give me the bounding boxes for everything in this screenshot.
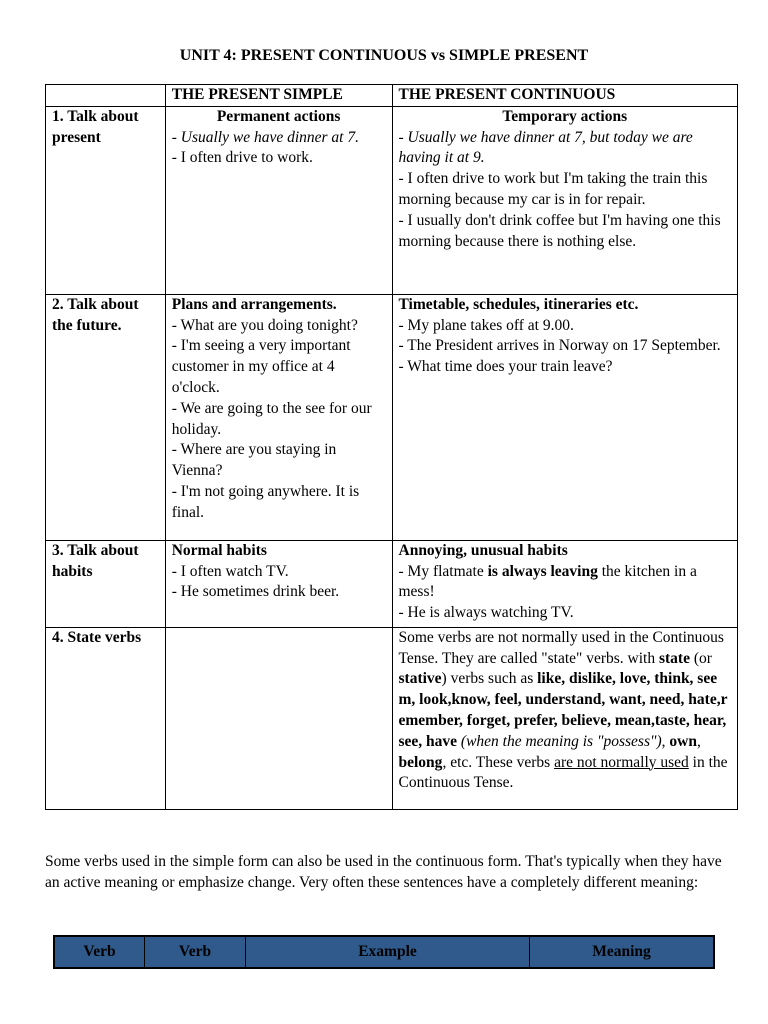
term-belong: belong [398,753,443,771]
table-row [46,294,738,540]
example-line: - I often watch TV. [171,562,289,580]
cell-heading: Permanent actions [216,107,341,125]
explanation-text: (or [689,649,712,667]
cell-heading: Plans and arrangements. [171,295,337,313]
cell-simple-future [165,294,392,540]
table-header-row [46,85,738,107]
term-stative: stative [398,670,442,688]
state-verb-list: like, dislike, love, think, seem, look,know, feel, understand, want, need, hate,remember, forget, prefer, believe, mean,taste, hear, see, have [398,670,728,750]
header-meaning: Meaning [529,937,713,967]
verb-meaning-table [53,935,715,969]
note-paragraph: Some verbs used in the simple form can also be used in the continuous form. That's typically when they have an active meaning or emphasize change. Very often these sentences have a completely different meaning: [45,853,722,891]
explanation-text: , etc. These verbs [442,753,555,771]
underlined-phrase: are not normally used [554,753,689,771]
cell-simple-habits [165,540,392,627]
example-line: - I often drive to work but I'm taking the train this morning because my car is in for repair. [398,170,708,208]
explanation-text: , [661,732,670,750]
example-line: - Usually we have dinner at 7. [171,128,359,146]
row-label-state-verbs: 4. State verbs [46,627,166,809]
table-row [46,627,738,809]
example-line: - He is always watching TV. [398,604,574,622]
header-present-continuous: THE PRESENT CONTINUOUS [392,85,738,107]
term-own: own [669,732,697,750]
cell-heading: Timetable, schedules, itineraries etc. [398,295,639,313]
cell-continuous-future [392,294,738,540]
example-line: - I'm not going anywhere. It is final. [171,482,360,521]
example-line: - He sometimes drink beer. [171,583,340,601]
example-line: - Usually we have dinner at 7, but today we are having it at 9. [398,128,693,167]
row-label-future: 2. Talk about the future. [46,294,166,540]
example-line: - What are you doing tonight? [171,316,358,334]
example-line: - I often drive to work. [171,149,313,167]
example-line: - I'm seeing a very important customer in my office at 4 o'clock. [171,337,351,396]
header-verb-1: Verb [83,942,116,960]
example-line: - My plane takes off at 9.00. [398,316,574,334]
example-text: - My flatmate [398,562,488,580]
cell-heading: Temporary actions [502,107,628,125]
explanation-text: in the Continuous Tense. [398,753,728,792]
example-text: the kitchen in a mess! [398,562,697,601]
cell-state-verbs-explanation [392,627,738,809]
example-line: - I usually don't drink coffee but I'm having one this morning because there is nothing else. [398,211,721,250]
cell-heading: Normal habits [171,541,267,559]
header-present-simple: THE PRESENT SIMPLE [165,85,392,107]
header-example: Example [245,937,529,967]
tense-comparison-table [45,84,738,810]
cell-continuous-present [392,106,738,294]
page-title: UNIT 4: PRESENT CONTINUOUS vs SIMPLE PRESENT [179,47,589,64]
table-row [46,106,738,294]
explanation-text: , [696,732,701,750]
table-row [46,540,738,627]
row-label-present: 1. Talk about present [46,106,166,294]
explanation-text: ) verbs such as [441,670,538,688]
term-state: state [658,649,690,667]
have-meaning-note: (when the meaning is "possess") [457,732,662,750]
cell-continuous-habits [392,540,738,627]
example-line: - The President arrives in Norway on 17 September. [398,337,721,355]
header-verb-2: Verb [144,937,245,967]
cell-simple-state-verbs [165,627,392,809]
explanation-text: Some verbs are not normally used in the Continuous Tense. They are called "state" verbs. with [398,628,724,667]
example-line: - What time does your train leave? [398,358,613,376]
example-line [399,562,732,604]
example-line: - We are going to the see for our holiday. [171,399,372,438]
cell-simple-present [165,106,392,294]
cell-heading: Annoying, unusual habits [398,541,568,559]
example-line: - Where are you staying in Vienna? [171,441,337,480]
header-cell-empty [46,85,166,107]
example-emphasis: is always leaving [487,562,598,580]
row-label-habits: 3. Talk about habits [46,540,166,627]
verb-table-header-row [55,937,713,967]
